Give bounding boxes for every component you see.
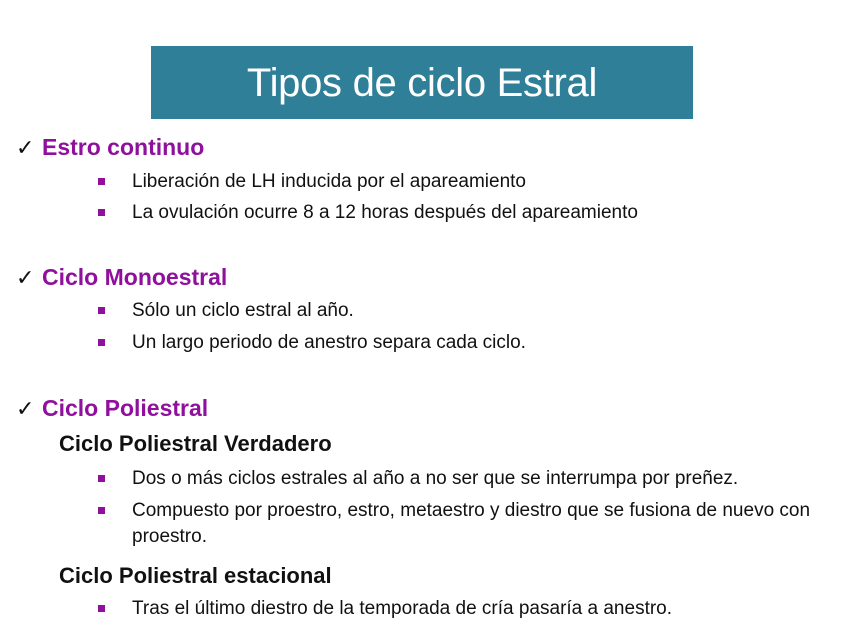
square-bullet-icon bbox=[98, 209, 105, 216]
subsection-heading-ciclo-poliestral-estacional: Ciclo Poliestral estacional bbox=[59, 563, 332, 588]
check-icon: ✓ bbox=[16, 134, 35, 160]
section-heading-ciclo-monoestral bbox=[16, 266, 227, 289]
list-item bbox=[98, 169, 526, 195]
section-heading-ciclo-poliestral bbox=[16, 397, 208, 420]
check-icon: ✓ bbox=[16, 395, 35, 421]
section-heading-label: Ciclo Monoestral bbox=[42, 264, 228, 290]
list-item-text: La ovulación ocurre 8 a 12 horas después del apareamiento bbox=[132, 202, 638, 223]
square-bullet-icon bbox=[98, 339, 105, 346]
page-title: Tipos de ciclo Estral bbox=[246, 60, 598, 105]
list-item bbox=[98, 596, 672, 622]
section-heading-label: Ciclo Poliestral bbox=[42, 395, 209, 421]
section-heading-estro-continuo bbox=[16, 136, 204, 159]
list-item bbox=[98, 298, 354, 324]
list-item bbox=[98, 330, 526, 356]
list-item-text: Liberación de LH inducida por el apareamiento bbox=[132, 171, 526, 192]
square-bullet-icon bbox=[98, 178, 105, 185]
list-item-text: Un largo periodo de anestro separa cada ciclo. bbox=[132, 332, 526, 353]
list-item-text: Dos o más ciclos estrales al año a no ser que se interrumpa por preñez. bbox=[132, 468, 739, 489]
list-item bbox=[98, 466, 738, 492]
square-bullet-icon bbox=[98, 475, 105, 482]
check-icon: ✓ bbox=[16, 264, 35, 290]
list-item-text: Tras el último diestro de la temporada de cría pasaría a anestro. bbox=[132, 598, 673, 619]
list-item-text: Sólo un ciclo estral al año. bbox=[132, 300, 354, 321]
list-item-text: Compuesto por proestro, estro, metaestro y diestro que se fusiona de nuevo con proestro. bbox=[132, 500, 811, 547]
square-bullet-icon bbox=[98, 605, 105, 612]
list-item bbox=[98, 200, 638, 226]
square-bullet-icon bbox=[98, 507, 105, 514]
subsection-heading-ciclo-poliestral-verdadero: Ciclo Poliestral Verdadero bbox=[59, 431, 332, 456]
square-bullet-icon bbox=[98, 307, 105, 314]
list-item bbox=[98, 498, 822, 550]
title-banner bbox=[151, 46, 693, 119]
section-heading-label: Estro continuo bbox=[42, 134, 205, 160]
